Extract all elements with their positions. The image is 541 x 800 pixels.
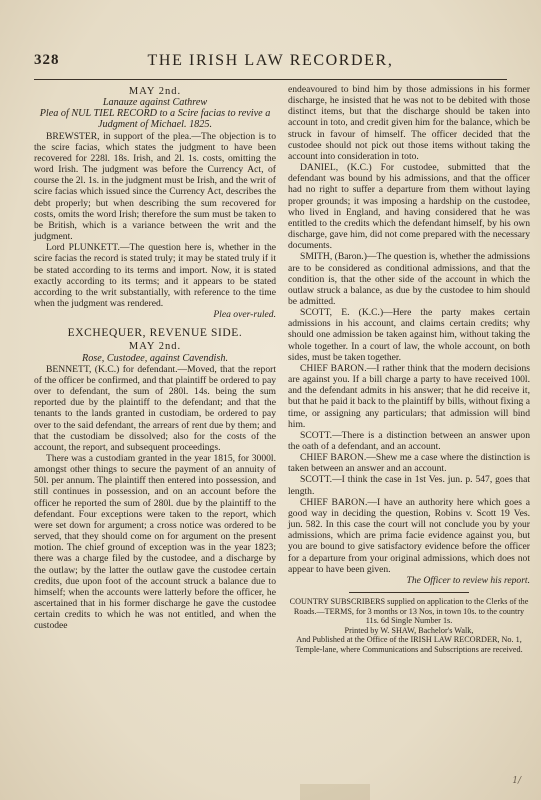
case1-result: Plea over-ruled. [213,309,276,321]
case2-paragraph-8: SCOTT.—There is a distinction between an answer upon the oath of a defendant, and an account. [288,429,530,452]
right-column [288,84,530,655]
case2-paragraph-5: SMITH, (Baron.)—The question is, whether the admissions are to be considered as conditional admissions, and that the condition is, that the other side of the account in which the outlaw struck a balance, as due by the custodee to him should be admitted. [288,251,530,307]
running-title: THE IRISH LAW RECORDER, [147,52,394,69]
case2-result: The Officer to review his report. [406,574,530,586]
corner-mark: 1/ [512,776,521,786]
case1-plea: Plea of NUL TIEL RECORD to a Scire facias to revive a Judgment of Michael. 1825. [39,108,271,131]
footer-publisher: And Published at the Office of the IRISH LAW RECORDER, No. 1, Temple-lane, where Communications and Subscriptions are received. [295,635,523,654]
case2-paragraph-3: endeavoured to bind him by those admissions in his former discharge, he insisted that he was not to be debited with those distinct items, but that the discharge should be taken into account in toto, and credit given him for the balance, which be struck in favour of himself. The officer decided that the custodee should not pick out those items without taking the account into consideration in toto. [288,84,530,162]
case2-paragraph-11: CHIEF BARON.—I have an authority here which goes a good way in deciding the question, Robins v. Scott 19 Ves. jun. 582. In this case the court will not conclude you by your admissions, which are prima facie evidence against you, but you are bound to give satisfactory evidence before the officer for a departure from your original admissions, which does not appear to have been given. [288,496,530,575]
case1-parties: Lanauze against Cathrew [102,97,208,109]
case2-paragraph-4: DANIEL, (K.C.) For custodee, submitted that the defendant was bound by his admissions, and that the officer had no right to suffer a departure from them without laying proper grounds; it was imposing a hardship on the custodee, who lived in England, and having considered that he was entitled to the credits which the defendant himself, by his own discharge, gave him, did not come prepared with the necessary documents. [288,162,530,252]
case2-paragraph-6: SCOTT, E. (K.C.)—Here the party makes certain admissions in his account, and claims certain credits; why should one admission be taken against him, without taking the whole together. In a court of law, the whole account, on both sides, must be taken together. [288,307,530,363]
footer-printer: Printed by W. SHAW, Bachelor's Walk, [344,625,474,635]
section-heading: EXCHEQUER, REVENUE SIDE. [67,327,243,340]
case1-paragraph-2: Lord PLUNKETT.—The question here is, whether in the scire facias the record is stated truly; it may be stated truly if it be stated according to its terms and import. Now, it is stated exactly according to its terms; and it appears to be stated according to the writ substantially, with reference to the time when the judgment was rendered. [34,242,276,309]
case2-parties: Rose, Custodee, against Cavendish. [81,352,228,364]
case2-paragraph-9: CHIEF BARON.—Shew me a case where the distinction is taken between an answer and an account. [288,452,530,475]
case2-paragraph-2: There was a custodiam granted in the year 1815, for 3000l. amongst other things to secure the payment of an annuity of 50l. per annum. The plaintiff then entered into possession, and still continues in possession, and on an account before the officer he reported the sum of 280l. due by the plaintiff to the defendant. Four exceptions were taken to the report, which were set down for argument; a cross notice was ordered to be served, that they should come on for argument on the present motion. The chief ground of exception was in the year 1823; there was a charge filed by the custodee, and a discharge by the outlaw; by the latter the outlaw gave the custodee certain credits, due upon foot of the account struck a balance due to himself; when the accounts were latterly before the officer, he ascertained that in his former discharge he gave the custodee certain credits to which he was not entitled, and when the custodee [34,453,276,632]
case2-paragraph-7: CHIEF BARON.—I rather think that the modern decisions are against you. If a bill charge a party to have received 100l. and the defendant admits in his answer; that he did receive it, but that he paid it back to the plaintiff by bills, without fixing a time, or assigning any particulars; that admission will bind him. [288,362,530,430]
case2-paragraph-1: BENNETT, (K.C.) for defendant.—Moved, that the report of the officer be confirmed, and that plaintiff be ordered to pay over to defendant, the sum of 280l. 14s. being the sum reported due by the plaintiff to the defendant; and that the tenants to the lands granted in custodiam, be ordered to pay over to the said defendant, the arrears of rent due by them; and that the custodiam be dissolved; also for the costs of the account, the report, and subsequent proceedings. [34,363,276,453]
page-header [34,52,507,76]
case2-paragraph-10: SCOTT.—I think the case in 1st Ves. jun. p. 547, goes that length. [288,474,530,497]
case1-date: MAY 2nd. [128,86,182,97]
page-number: 328 [34,52,60,68]
header-rule [34,79,507,80]
tape-stain [300,784,370,800]
case1-paragraph-1: BREWSTER, in support of the plea.—The objection is to the scire facias, which states the judgment to have been recovered for 228l. 18s. Irish, and 2l. 1s. costs, omitting the word Irish. The judgment was before the Currency Act, of course the 2l. 1s. in the judgment must be Irish, and the writ of scire facias which issued since the Currency Act, describes the debt properly; but when describing the sum recovered for costs, omits the word Irish; therefore the sum must be taken to be British, which is a variance between the writ and the judgment. [34,130,276,243]
case2-date: MAY 2nd. [128,341,182,353]
footer-rule [349,592,469,593]
left-column [34,84,276,632]
footer-terms: COUNTRY SUBSCRIBERS supplied on application to the Clerks of the Roads.—TERMS, for 3 months or 13 Nos, in town 10s. to the country 11s. 6d Single Number 1s. [289,597,529,626]
